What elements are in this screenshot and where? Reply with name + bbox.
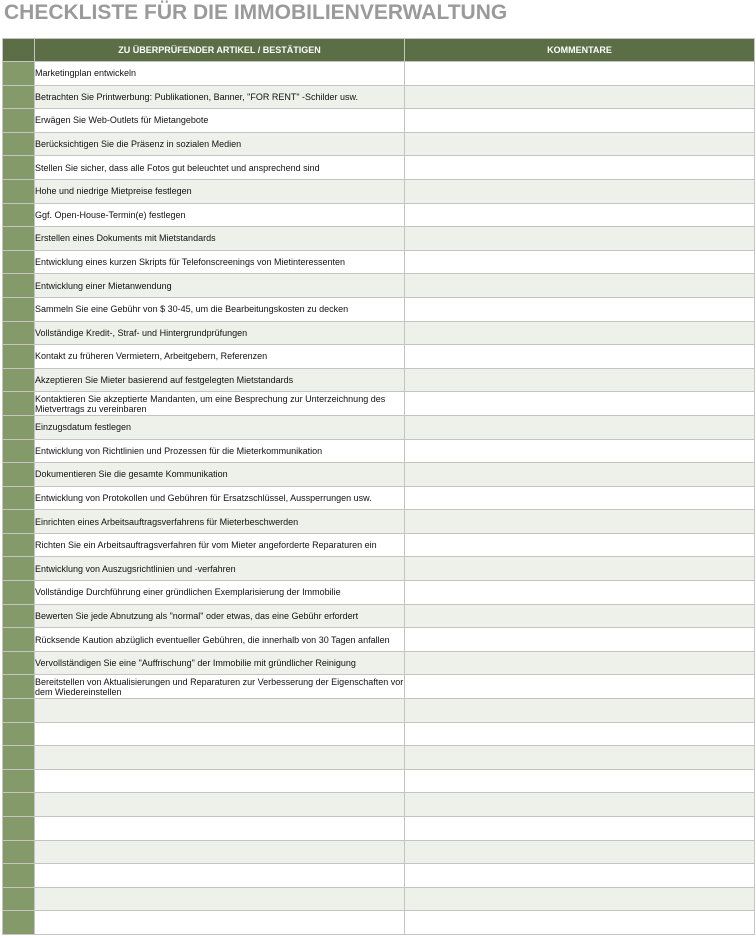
- comment-cell[interactable]: [405, 911, 755, 935]
- comment-cell[interactable]: [405, 651, 755, 675]
- checkbox-cell[interactable]: [3, 203, 35, 227]
- comment-cell[interactable]: [405, 486, 755, 510]
- table-row: [3, 109, 755, 133]
- checkbox-cell[interactable]: [3, 651, 35, 675]
- item-cell[interactable]: Vollständige Kredit-, Straf- und Hintergrundprüfungen: [35, 321, 405, 345]
- item-cell[interactable]: [35, 817, 405, 841]
- table-row: [3, 203, 755, 227]
- table-row: [3, 250, 755, 274]
- comment-cell[interactable]: [405, 557, 755, 581]
- table-row: [3, 581, 755, 605]
- item-cell[interactable]: [35, 746, 405, 770]
- checklist-table: [2, 38, 755, 935]
- checkbox-cell[interactable]: [3, 392, 35, 416]
- table-row: [3, 85, 755, 109]
- item-cell[interactable]: Vollständige Durchführung einer gründlichen Exemplarisierung der Immobilie: [35, 581, 405, 605]
- comment-cell[interactable]: [405, 368, 755, 392]
- comment-cell[interactable]: [405, 297, 755, 321]
- item-cell[interactable]: Erwägen Sie Web-Outlets für Mietangebote: [35, 109, 405, 133]
- comment-cell[interactable]: [405, 439, 755, 463]
- comment-cell[interactable]: [405, 250, 755, 274]
- table-row: [3, 132, 755, 156]
- table-row: [3, 864, 755, 888]
- table-row: [3, 746, 755, 770]
- checkbox-cell[interactable]: [3, 62, 35, 86]
- checkbox-cell[interactable]: [3, 581, 35, 605]
- checkbox-cell[interactable]: [3, 510, 35, 534]
- table-row: [3, 156, 755, 180]
- comment-cell[interactable]: [405, 227, 755, 251]
- item-cell[interactable]: Marketingplan entwickeln: [35, 62, 405, 86]
- page-title: CHECKLISTE FÜR DIE IMMOBILIENVERWALTUNG: [4, 1, 508, 24]
- item-cell[interactable]: Entwicklung von Auszugsrichtlinien und -verfahren: [35, 557, 405, 581]
- table-row: [3, 439, 755, 463]
- checkbox-cell[interactable]: [3, 628, 35, 652]
- comment-cell[interactable]: [405, 769, 755, 793]
- table-row: [3, 392, 755, 416]
- item-cell[interactable]: [35, 793, 405, 817]
- table-row: [3, 345, 755, 369]
- comment-cell[interactable]: [405, 85, 755, 109]
- item-cell[interactable]: Erstellen eines Dokuments mit Mietstandards: [35, 227, 405, 251]
- checkbox-cell[interactable]: [3, 274, 35, 298]
- item-cell[interactable]: Entwicklung von Protokollen und Gebühren für Ersatzschlüssel, Aussperrungen usw.: [35, 486, 405, 510]
- checkbox-cell[interactable]: [3, 415, 35, 439]
- comment-cell[interactable]: [405, 817, 755, 841]
- checkbox-cell[interactable]: [3, 864, 35, 888]
- comment-column-header: KOMMENTARE: [405, 39, 755, 62]
- table-row: [3, 227, 755, 251]
- comment-cell[interactable]: [405, 675, 755, 699]
- comment-cell[interactable]: [405, 510, 755, 534]
- comment-cell[interactable]: [405, 345, 755, 369]
- comment-cell[interactable]: [405, 132, 755, 156]
- comment-cell[interactable]: [405, 415, 755, 439]
- comment-cell[interactable]: [405, 203, 755, 227]
- comment-cell[interactable]: [405, 533, 755, 557]
- comment-cell[interactable]: [405, 274, 755, 298]
- table-row: [3, 463, 755, 487]
- checkbox-cell[interactable]: [3, 557, 35, 581]
- comment-cell[interactable]: [405, 722, 755, 746]
- checkbox-cell[interactable]: [3, 699, 35, 723]
- checkbox-cell[interactable]: [3, 179, 35, 203]
- checkbox-cell[interactable]: [3, 463, 35, 487]
- table-row: [3, 699, 755, 723]
- table-row: [3, 675, 755, 699]
- item-cell[interactable]: Einrichten eines Arbeitsauftragsverfahrens für Mieterbeschwerden: [35, 510, 405, 534]
- checkbox-cell[interactable]: [3, 321, 35, 345]
- item-cell[interactable]: Betrachten Sie Printwerbung: Publikationen, Banner, "FOR RENT" -Schilder usw.: [35, 85, 405, 109]
- table-row: [3, 62, 755, 86]
- table-row: [3, 817, 755, 841]
- item-cell[interactable]: Berücksichtigen Sie die Präsenz in sozialen Medien: [35, 132, 405, 156]
- comment-cell[interactable]: [405, 628, 755, 652]
- checkbox-cell[interactable]: [3, 817, 35, 841]
- item-cell[interactable]: Entwicklung eines kurzen Skripts für Telefonscreenings von Mietinteressenten: [35, 250, 405, 274]
- item-cell[interactable]: [35, 911, 405, 935]
- table-row: [3, 793, 755, 817]
- checkbox-cell[interactable]: [3, 604, 35, 628]
- table-row: [3, 274, 755, 298]
- checkbox-cell[interactable]: [3, 887, 35, 911]
- item-cell[interactable]: Ggf. Open-House-Termin(e) festlegen: [35, 203, 405, 227]
- comment-cell[interactable]: [405, 887, 755, 911]
- table-row: [3, 321, 755, 345]
- checkbox-cell[interactable]: [3, 297, 35, 321]
- item-cell[interactable]: Entwicklung von Richtlinien und Prozessen für die Mieterkommunikation: [35, 439, 405, 463]
- checkbox-cell[interactable]: [3, 227, 35, 251]
- table-row: [3, 297, 755, 321]
- table-row: [3, 840, 755, 864]
- comment-cell[interactable]: [405, 392, 755, 416]
- table-row: [3, 533, 755, 557]
- comment-cell[interactable]: [405, 109, 755, 133]
- item-cell[interactable]: Vervollständigen Sie eine "Auffrischung" der Immobilie mit gründlicher Reinigung: [35, 651, 405, 675]
- checkbox-cell[interactable]: [3, 533, 35, 557]
- checkbox-cell[interactable]: [3, 675, 35, 699]
- checkbox-cell[interactable]: [3, 911, 35, 935]
- comment-cell[interactable]: [405, 156, 755, 180]
- comment-cell[interactable]: [405, 62, 755, 86]
- item-cell[interactable]: Stellen Sie sicher, dass alle Fotos gut beleuchtet und ansprechend sind: [35, 156, 405, 180]
- item-cell[interactable]: Sammeln Sie eine Gebühr von $ 30-45, um die Bearbeitungskosten zu decken: [35, 297, 405, 321]
- table-row: [3, 557, 755, 581]
- checkbox-cell[interactable]: [3, 85, 35, 109]
- table-row: [3, 769, 755, 793]
- table-row: [3, 887, 755, 911]
- table-row: [3, 179, 755, 203]
- checkbox-cell[interactable]: [3, 109, 35, 133]
- checkbox-cell[interactable]: [3, 156, 35, 180]
- table-row: [3, 628, 755, 652]
- table-row: [3, 651, 755, 675]
- checkbox-cell[interactable]: [3, 486, 35, 510]
- comment-cell[interactable]: [405, 864, 755, 888]
- check-column-header: [3, 39, 35, 62]
- comment-cell[interactable]: [405, 699, 755, 723]
- item-cell[interactable]: Akzeptieren Sie Mieter basierend auf festgelegten Mietstandards: [35, 368, 405, 392]
- checkbox-cell[interactable]: [3, 250, 35, 274]
- item-cell[interactable]: [35, 699, 405, 723]
- table-row: [3, 722, 755, 746]
- item-column-header: ZU ÜBERPRÜFENDER ARTIKEL / BESTÄTIGEN: [35, 39, 405, 62]
- item-cell[interactable]: Kontaktieren Sie akzeptierte Mandanten, um eine Besprechung zur Unterzeichnung des Mietvertrags zu vereinbaren: [35, 392, 405, 416]
- comment-cell[interactable]: [405, 179, 755, 203]
- item-cell[interactable]: Hohe und niedrige Mietpreise festlegen: [35, 179, 405, 203]
- comment-cell[interactable]: [405, 840, 755, 864]
- table-row: [3, 486, 755, 510]
- table-row: [3, 604, 755, 628]
- item-cell[interactable]: Dokumentieren Sie die gesamte Kommunikation: [35, 463, 405, 487]
- item-cell[interactable]: Entwicklung einer Mietanwendung: [35, 274, 405, 298]
- item-cell[interactable]: [35, 722, 405, 746]
- checkbox-cell[interactable]: [3, 132, 35, 156]
- table-row: [3, 415, 755, 439]
- checkbox-cell[interactable]: [3, 793, 35, 817]
- item-cell[interactable]: Richten Sie ein Arbeitsauftragsverfahren für vom Mieter angeforderte Reparaturen ein: [35, 533, 405, 557]
- table-row: [3, 368, 755, 392]
- header-row: [3, 39, 755, 62]
- item-cell[interactable]: [35, 887, 405, 911]
- item-cell[interactable]: Kontakt zu früheren Vermietern, Arbeitgebern, Referenzen: [35, 345, 405, 369]
- item-cell[interactable]: [35, 840, 405, 864]
- item-cell[interactable]: [35, 864, 405, 888]
- item-cell[interactable]: [35, 769, 405, 793]
- comment-cell[interactable]: [405, 604, 755, 628]
- item-cell[interactable]: Bereitstellen von Aktualisierungen und Reparaturen zur Verbesserung der Eigenschaften vor dem Wiedereinstellen: [35, 676, 404, 697]
- item-cell[interactable]: Bewerten Sie jede Abnutzung als "normal" oder etwas, das eine Gebühr erfordert: [35, 604, 405, 628]
- comment-cell[interactable]: [405, 321, 755, 345]
- comment-cell[interactable]: [405, 581, 755, 605]
- comment-cell[interactable]: [405, 746, 755, 770]
- checkbox-cell[interactable]: [3, 840, 35, 864]
- table-row: [3, 510, 755, 534]
- checkbox-cell[interactable]: [3, 368, 35, 392]
- checkbox-cell[interactable]: [3, 345, 35, 369]
- checkbox-cell[interactable]: [3, 746, 35, 770]
- checkbox-cell[interactable]: [3, 439, 35, 463]
- comment-cell[interactable]: [405, 463, 755, 487]
- item-cell[interactable]: Einzugsdatum festlegen: [35, 415, 405, 439]
- item-cell[interactable]: Rücksende Kaution abzüglich eventueller Gebühren, die innerhalb von 30 Tagen anfallen: [35, 628, 405, 652]
- checkbox-cell[interactable]: [3, 722, 35, 746]
- comment-cell[interactable]: [405, 793, 755, 817]
- table-row: [3, 911, 755, 935]
- checkbox-cell[interactable]: [3, 769, 35, 793]
